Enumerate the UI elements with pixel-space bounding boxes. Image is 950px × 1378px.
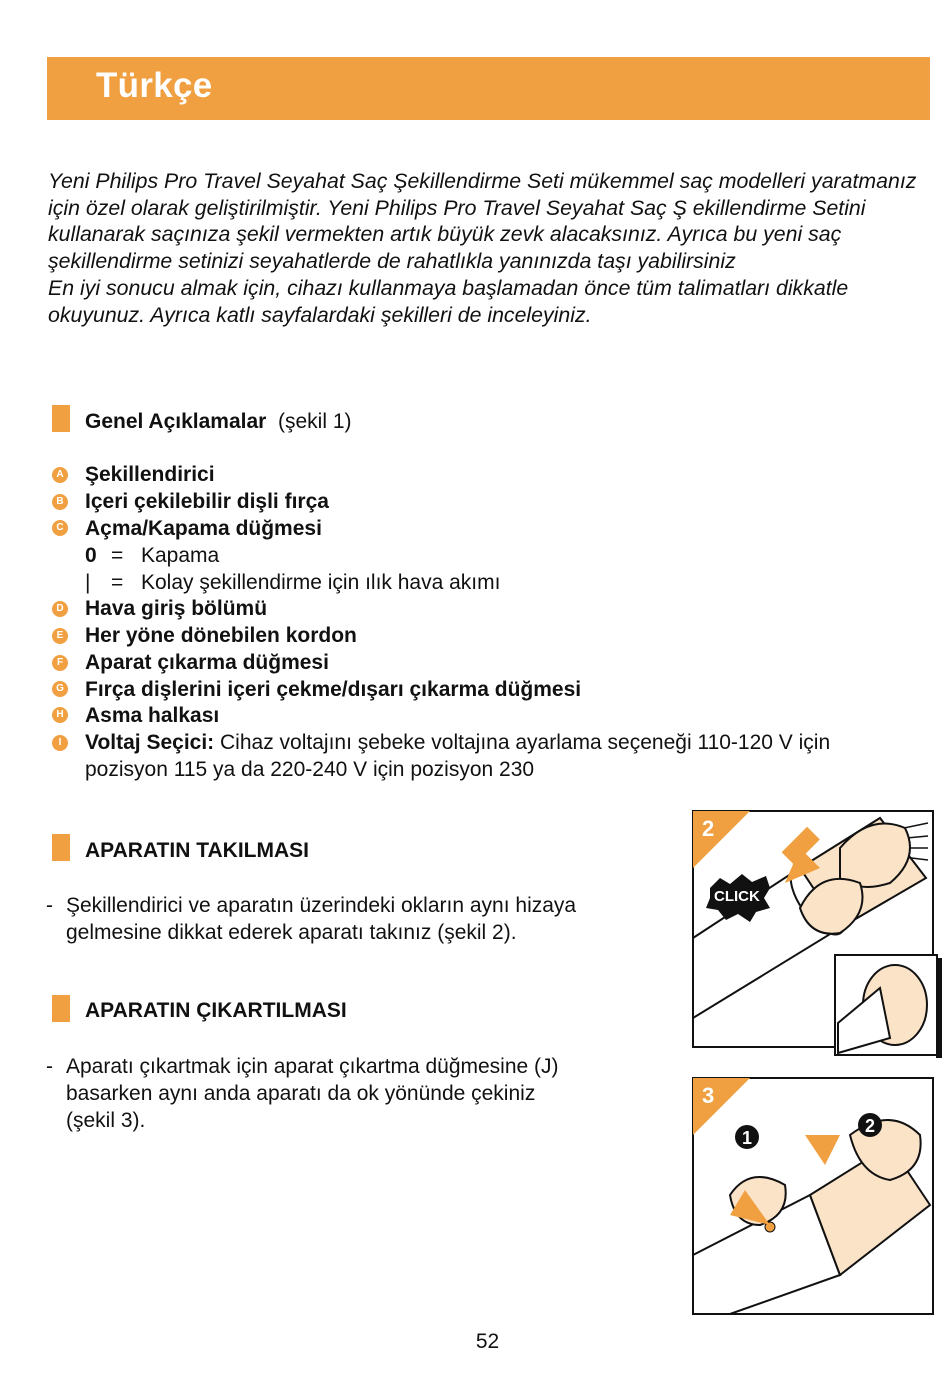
item-i-text [85,730,935,783]
item-b-text: Içeri çekilebilir dişli fırça [85,490,329,513]
intro-text [48,168,938,328]
general-heading-text: Genel Açıklamalar [85,410,267,433]
item-h-text: Asma halkası [85,704,220,727]
section-marker [52,995,70,1022]
intro-paragraph-1: Yeni Philips Pro Travel Seyahat Saç Şekillendirme Seti mükemmel saç modelleri yaratmanız için özel olarak geliştirilmiştir. Yeni Philips Pro Travel Seyahat Saç Ş ekillendirme Setini kullanarak saçınıza şekil vermekten artık büyük zevk alacaksınız. Ayrıca bu yeni saç şekillendirme setinizi seyahatlerde de rahatlıkla yanınızda taşı yabilirsiniz [48,169,917,274]
attach-line-2: gelmesine dikkat ederek aparatı takınız (şekil 2). [66,921,517,944]
item-letter-b: B [52,494,68,510]
item-i-label: Voltaj Seçici: [85,731,215,754]
item-c-text: Açma/Kapama düğmesi [85,517,322,540]
item-letter-e: E [52,628,68,644]
bullet-dash: - [46,894,53,917]
step-1-label: 1 [742,1128,753,1148]
section-marker [52,405,70,432]
language-banner [47,57,930,120]
remove-line-3: (şekil 3). [66,1109,146,1132]
section-marker [52,834,70,861]
switch-position-on [85,570,500,597]
item-a-text: Şekillendirici [85,463,215,486]
inset-shadow [936,958,942,1058]
item-i-description: Cihaz voltajını şebeke voltajına ayarlama seçeneği 110-120 V için [220,731,831,754]
page-title: Türkçe [96,66,213,105]
attach-line-1: Şekillendirici ve aparatın üzerindeki okların aynı hizaya [66,894,577,917]
switch-position-off [85,543,219,570]
click-label: CLICK [714,888,760,905]
item-e-text: Her yöne dönebilen kordon [85,624,357,647]
section-heading-attach: APARATIN TAKILMASI [85,839,309,862]
item-letter-d: D [52,601,68,617]
figure-3-illustration [690,1075,944,1319]
switch-text-off: Kapama [141,544,220,567]
item-d-text: Hava giriş bölümü [85,597,268,620]
item-letter-f: F [52,655,68,671]
attach-instruction [46,892,646,946]
switch-symbol-off: 0 [85,544,97,567]
item-g-text: Fırça dişlerini içeri çekme/dışarı çıkarma düğmesi [85,678,582,701]
figure-2-illustration [690,808,944,1060]
item-letter-a: A [52,467,68,483]
switch-text-on: Kolay şekillendirme için ılık hava akımı [141,571,501,594]
item-letter-i: I [52,735,68,751]
switch-eq: = [111,571,124,594]
switch-eq: = [111,544,124,567]
item-letter-c: C [52,520,68,536]
section-heading-general [85,410,352,434]
figure-number: 3 [702,1083,715,1108]
intro-paragraph-2: En iyi sonucu almak için, cihazı kullanmaya başlamadan önce tüm talimatları dikkatle okuyunuz. Ayrıca katlı sayfalardaki şekilleri de inceleyiniz. [48,275,849,327]
item-letter-g: G [52,681,68,697]
section-heading-remove: APARATIN ÇIKARTILMASI [85,999,347,1022]
item-letter-h: H [52,707,68,723]
bullet-dash: - [46,1055,53,1078]
general-heading-ref: (şekil 1) [278,410,352,433]
remove-line-1: Aparatı çıkartmak için aparat çıkartma düğmesine (J) [66,1055,559,1078]
remove-line-2: basarken aynı anda aparatı da ok yönünde çekiniz [66,1082,536,1105]
figure-number: 2 [702,816,715,841]
switch-symbol-on: | [85,571,91,594]
item-i-description-2: pozisyon 115 ya da 220-240 V için pozisyon 230 [85,757,535,781]
remove-instruction [46,1053,646,1134]
step-2-label: 2 [865,1116,876,1136]
item-f-text: Aparat çıkarma düğmesi [85,651,329,674]
page-number: 52 [475,1330,500,1353]
